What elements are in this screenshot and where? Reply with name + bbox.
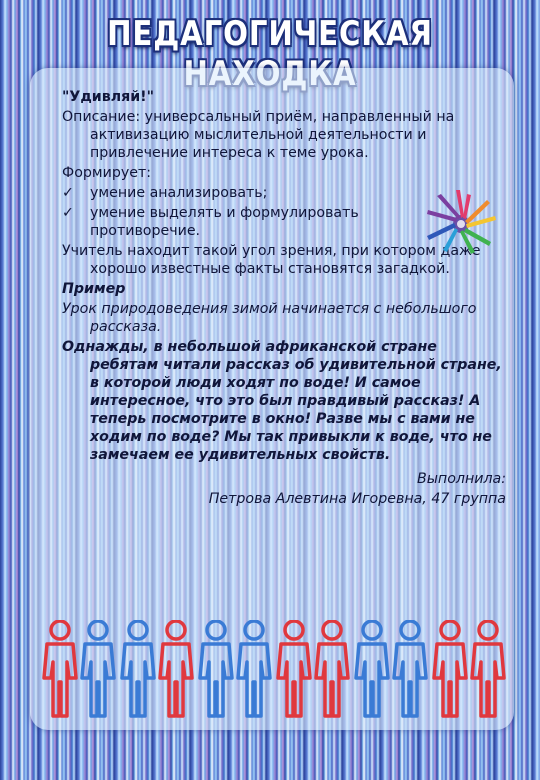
example-intro: Урок природоведения зимой начинается с небольшого рассказа. [62,301,477,335]
colorful-hands-icon [416,180,506,256]
story-text: Однажды, в небольшой африканской стране ребятам читали рассказ об удивительной стране, в которой люди ходят по воде! И самое интересное, что это был правдивый рассказ! А теперь посмотрите в окно! Разве мы с вами не ходим по воде? Мы так привыкли к воде, что не замечаем ее удивительных свойств. [62,339,502,463]
author-name: Петрова Алевтина Игоревна, 47 группа [208,491,506,507]
checkmark-icon: ✓ [62,205,74,221]
skill-text: умение анализировать; [90,185,268,201]
example-label: Пример [62,281,126,297]
author-label: Выполнила: [417,471,506,487]
checkmark-icon: ✓ [62,185,74,201]
skill-item [62,204,420,240]
people-row-icon [40,620,510,720]
content-text [62,88,506,510]
skill-item [62,184,420,202]
technique-title: "Удивляй!" [62,89,155,105]
forms-label: Формирует: [62,165,151,181]
description: Описание: универсальный приём, направленный на активизацию мыслительной деятельности и привлечение интереса к теме урока. [62,109,455,161]
teacher-text: Учитель находит такой угол зрения, при котором даже хорошо известные факты становятся загадкой. [62,243,481,277]
skill-text: умение выделять и формулировать противоречие. [90,205,359,239]
page-title: ПЕДАГОГИЧЕСКАЯ [107,14,433,54]
